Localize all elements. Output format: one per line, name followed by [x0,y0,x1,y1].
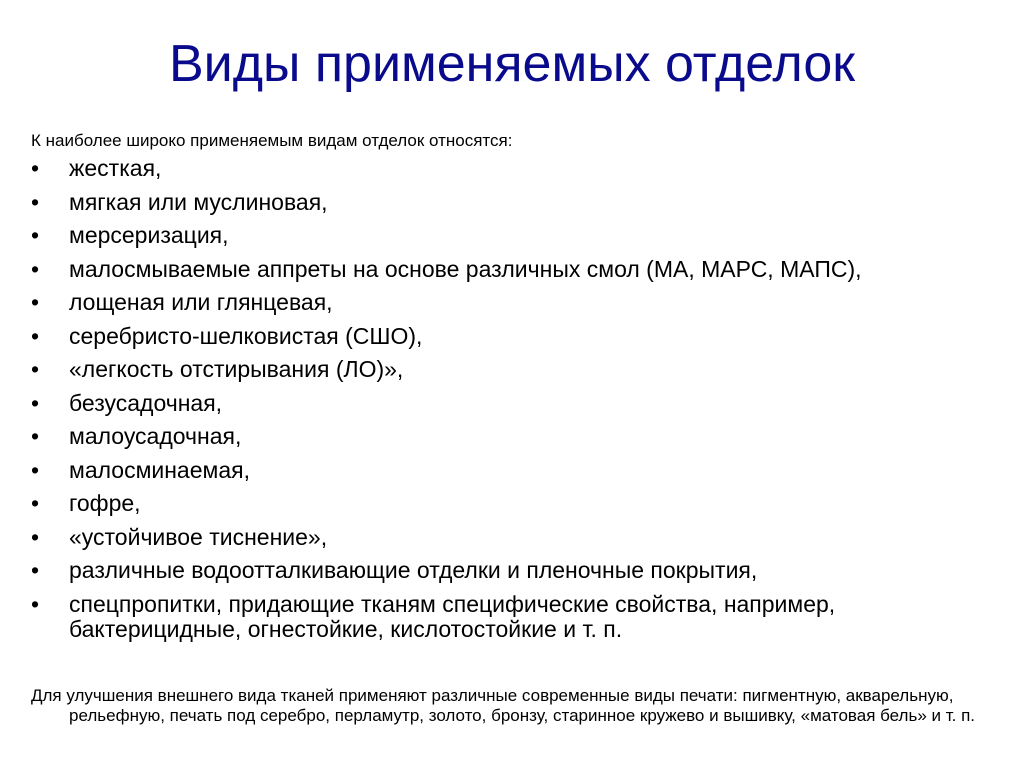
list-item-text: мерсеризация, [69,222,229,248]
list-item [31,190,991,215]
list-item [31,458,991,483]
list-item [31,257,991,282]
list-item [31,290,991,315]
list-item-text: малоусадочная, [69,423,242,449]
bullet-icon: • [31,188,40,215]
list-item-text: мягкая или муслиновая, [69,188,328,215]
bullet-icon: • [31,289,40,315]
slide-title: Виды применяемых отделок [168,35,856,93]
list-item-text: малосминаемая, [69,456,250,483]
bullet-icon: • [31,456,40,483]
list-item [31,558,991,583]
bullet-icon: • [31,423,40,449]
list-item-text: жесткая, [69,155,162,181]
bullet-icon: • [31,490,40,516]
list-item-text: различные водоотталкивающие отделки и пленочные покрытия, [69,557,758,583]
list-item [31,592,991,642]
list-item-text: гофре, [69,490,141,516]
finish-types-list [31,156,991,650]
bullet-icon: • [31,222,40,248]
list-item-text: серебристо-шелковистая (СШО), [69,322,423,349]
list-item-text: спецпропитки, придающие тканям специфические свойства, например, бактерицидные, огнестойкие, кислотостойкие и т. п. [69,590,836,642]
list-item [31,156,991,181]
bullet-icon: • [31,356,40,382]
list-item-text: «устойчивое тиснение», [69,523,328,550]
bullet-icon: • [31,255,40,282]
list-item [31,424,991,449]
intro-text: К наиболее широко применяемым видам отделок относятся: [31,131,513,150]
list-item-text: безусадочная, [69,389,223,416]
bullet-icon: • [31,389,40,416]
bullet-icon: • [31,590,40,617]
bullet-icon: • [31,557,40,583]
list-item-text: малосмываемые аппреты на основе различных смол (МА, МАРС, МАПС), [69,255,862,282]
list-item-text: «легкость отстирывания (ЛО)», [69,356,404,382]
bullet-icon: • [31,322,40,349]
list-item [31,357,991,382]
list-item [31,324,991,349]
list-item [31,525,991,550]
list-item [31,391,991,416]
list-item [31,491,991,516]
list-item-text: лощеная или глянцевая, [69,289,333,315]
list-item [31,223,991,248]
bullet-icon: • [31,155,40,181]
footer-text: Для улучшения внешнего вида тканей применяют различные современные виды печати: пигментную, акварельную, рельефную, печать под серебро, перламутр, золото, бронзу, старинное кружево и вышивку, «матовая бель» и т. п. [31,686,976,725]
bullet-icon: • [31,523,40,550]
